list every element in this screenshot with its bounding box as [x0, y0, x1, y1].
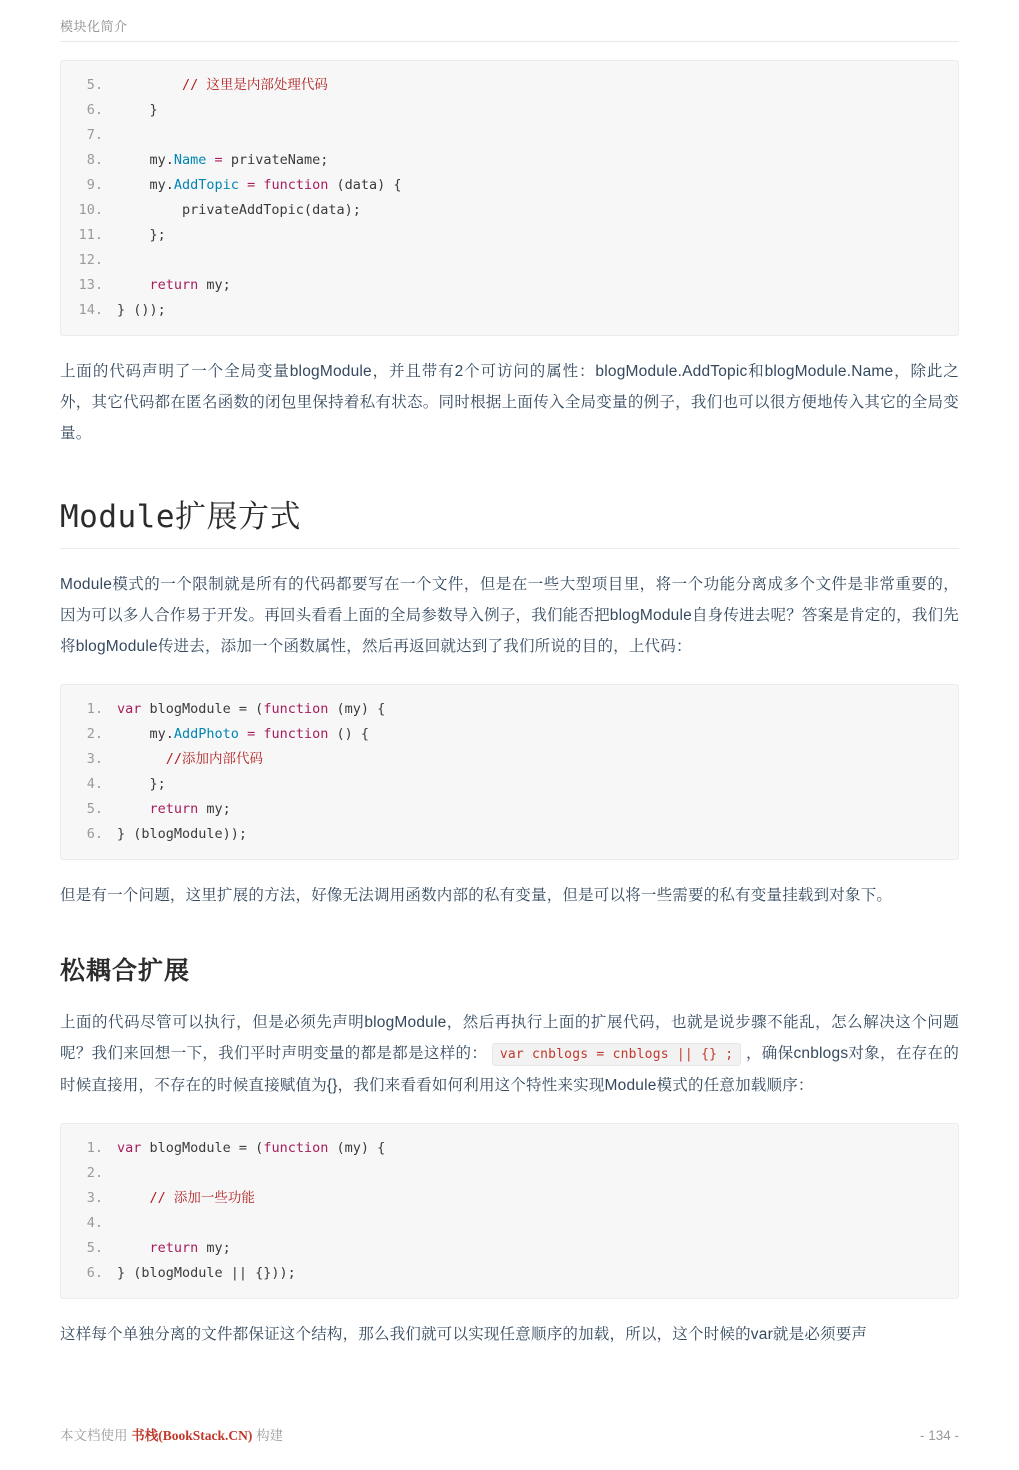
code-token: my.: [117, 177, 174, 193]
code-token: blogModule = (: [141, 1140, 264, 1156]
code-line-number: 13.: [78, 277, 103, 293]
code-token: (my) {: [328, 701, 386, 717]
page-header-title: 模块化简介: [60, 19, 128, 34]
code-line-number: 2.: [86, 1165, 103, 1181]
code-line: [61, 73, 958, 98]
code-line: [61, 822, 958, 847]
code-block-module-extend: [60, 684, 959, 860]
code-line-text: [117, 1236, 958, 1261]
inline-code-var-cnblogs: var cnblogs = cnblogs || {} ;: [492, 1043, 742, 1066]
code-token: // 这里是内部处理代码: [182, 77, 328, 93]
code-line: [61, 697, 958, 722]
paragraph-module-extend-intro: Module模式的一个限制就是所有的代码都要写在一个文件，但是在一些大型项目里，将一个功能分离成多个文件是非常重要的，因为可以多人合作易于开发。再回头看看上面的全局参数导入例子，我们能否把blogModule自身传进去呢？答案是肯定的，我们先将blogModule传进去，添加一个函数属性，然后再返回就达到了我们所说的目的，上代码：: [60, 576, 959, 655]
code-token: [117, 751, 166, 767]
code-line: [61, 797, 958, 822]
code-line-text: [117, 1136, 958, 1161]
code-token: [117, 1190, 150, 1206]
code-line: [61, 148, 958, 173]
code-token: (my) {: [328, 1140, 386, 1156]
code-line-text: [117, 822, 958, 847]
code-token: );: [344, 202, 361, 218]
code-line: [61, 772, 958, 797]
code-line: [61, 273, 958, 298]
code-line-number: 6.: [86, 102, 103, 118]
code-token: }: [117, 102, 158, 118]
code-token: my;: [198, 277, 231, 293]
code-line-text: [117, 772, 958, 797]
paragraph-text-after-code: ，确保cnblogs对象，在存在的时候直接用，不存在的时候直接赋值为{}，我们来看看如何利用这个特性来实现Module模式的任意加载顺序：: [60, 1045, 960, 1094]
code-line: [61, 173, 958, 198]
code-token: function: [263, 1140, 329, 1156]
code-token: } ());: [117, 302, 166, 318]
code-line: [61, 1136, 958, 1161]
code-token: AddTopic: [173, 177, 239, 193]
code-line-number: 8.: [86, 152, 103, 168]
code-line: [61, 747, 958, 772]
code-token: my;: [198, 801, 231, 817]
page-header: [60, 0, 959, 42]
code-line-number: 12.: [78, 252, 103, 268]
code-token: [117, 277, 150, 293]
code-line-text: [117, 148, 958, 173]
code-token: function: [263, 726, 329, 742]
code-token: [117, 77, 182, 93]
code-line: [61, 248, 958, 273]
code-token: return: [149, 801, 199, 817]
paragraph-module-summary: 上面的代码声明了一个全局变量blogModule，并且带有2个可访问的属性：blogModule.AddTopic和blogModule.Name，除此之外，其它代码都在匿名函数的闭包里保持着私有状态。同时根据上面传入全局变量的例子，我们也可以很方便地传入其它的全局变量。: [60, 363, 959, 442]
code-line-number: 10.: [78, 202, 103, 218]
code-line-text: [117, 1186, 958, 1211]
code-line: [61, 722, 958, 747]
code-token: my;: [198, 1240, 231, 1256]
code-token: function: [263, 701, 329, 717]
code-token: AddPhoto: [173, 726, 239, 742]
code-line: [61, 298, 958, 323]
code-line-number: 6.: [86, 826, 103, 842]
code-line-text: [117, 223, 958, 248]
heading-loose-coupling: 松耦合扩展: [60, 957, 191, 985]
code-line-number: 11.: [78, 227, 103, 243]
code-block-loose-coupling: [60, 1123, 959, 1299]
code-line-text: [117, 173, 958, 198]
code-line-number: 4.: [86, 776, 103, 792]
code-token: // 添加一些功能: [149, 1190, 255, 1206]
code-token: =: [238, 177, 264, 193]
code-token: privateName;: [230, 152, 329, 168]
code-line-text: [117, 73, 958, 98]
code-token: };: [117, 227, 166, 243]
code-line-text: [117, 273, 958, 298]
code-token: =: [206, 152, 231, 168]
code-line: [61, 98, 958, 123]
code-token: };: [117, 776, 166, 792]
paragraph-text-before-code: 上面的代码尽管可以执行，但是必须先声明blogModule，然后再执行上面的扩展代码，也就是说步骤不能乱，怎么解决这个问题呢？我们来回想一下，我们平时声明变量的都是都是这样的：: [60, 1014, 959, 1062]
paragraph-closing: 这样每个单独分离的文件都保证这个结构，那么我们就可以实现任意顺序的加载，所以，这个时候的var就是必须要声: [60, 1326, 868, 1343]
code-token: Name: [173, 152, 207, 168]
code-line-text: [117, 797, 958, 822]
code-token: data: [312, 202, 345, 218]
code-line-text: [117, 722, 958, 747]
code-token: [117, 801, 150, 817]
code-line-text: [117, 1261, 958, 1286]
code-line-number: 7.: [86, 127, 103, 143]
code-token: //添加内部代码: [165, 751, 264, 767]
code-token: } (blogModule));: [117, 826, 248, 842]
code-token: =: [238, 726, 264, 742]
code-line-number: 1.: [86, 1140, 103, 1156]
code-line-text: [117, 298, 958, 323]
code-line: [61, 1161, 958, 1186]
page-footer: [60, 1424, 959, 1444]
code-token: my.: [117, 152, 174, 168]
code-line: [61, 1236, 958, 1261]
code-token: var: [117, 701, 142, 717]
footer-brand-link[interactable]: 书栈(BookStack.CN): [131, 1428, 253, 1443]
code-line-number: 6.: [86, 1265, 103, 1281]
footer-suffix: 构建: [256, 1428, 284, 1443]
code-line-number: 1.: [86, 701, 103, 717]
code-token: function: [263, 177, 329, 193]
code-line-number: 2.: [86, 726, 103, 742]
code-line-text: [117, 747, 958, 772]
code-token: } (blogModule || {}));: [117, 1265, 296, 1281]
code-line: [61, 1261, 958, 1286]
paragraph-extend-limitation: 但是有一个问题，这里扩展的方法，好像无法调用函数内部的私有变量，但是可以将一些需要的私有变量挂载到对象下。: [60, 887, 893, 904]
code-line: [61, 1211, 958, 1236]
code-token: (data) {: [328, 177, 402, 193]
code-line-number: 3.: [86, 1190, 103, 1206]
code-token: [117, 1240, 150, 1256]
code-token: return: [149, 1240, 199, 1256]
code-line-text: [117, 98, 958, 123]
code-token: privateAddTopic(: [117, 202, 313, 218]
code-line-number: 4.: [86, 1215, 103, 1231]
heading-module-extend: Module扩展方式: [60, 491, 959, 549]
code-line: [61, 198, 958, 223]
paragraph-loose-coupling-intro: [60, 1007, 959, 1101]
code-line: [61, 1186, 958, 1211]
code-line-number: 14.: [78, 302, 103, 318]
code-line: [61, 123, 958, 148]
footer-credit: [60, 1424, 283, 1444]
code-line-number: 3.: [86, 751, 103, 767]
footer-page-number: - 134 -: [919, 1428, 959, 1443]
code-token: return: [149, 277, 199, 293]
code-token: blogModule = (: [141, 701, 264, 717]
code-line-number: 5.: [86, 1240, 103, 1256]
code-token: var: [117, 1140, 142, 1156]
footer-prefix: 本文档使用: [60, 1428, 128, 1443]
code-token: () {: [328, 726, 369, 742]
bottom-spacer: [60, 1350, 959, 1470]
code-line-number: 5.: [86, 77, 103, 93]
code-line-number: 9.: [86, 177, 103, 193]
code-block-module-pattern: [60, 60, 959, 336]
code-token: my.: [117, 726, 174, 742]
code-line-text: [117, 697, 958, 722]
code-line-number: 5.: [86, 801, 103, 817]
code-line-text: [117, 198, 958, 223]
code-line: [61, 223, 958, 248]
